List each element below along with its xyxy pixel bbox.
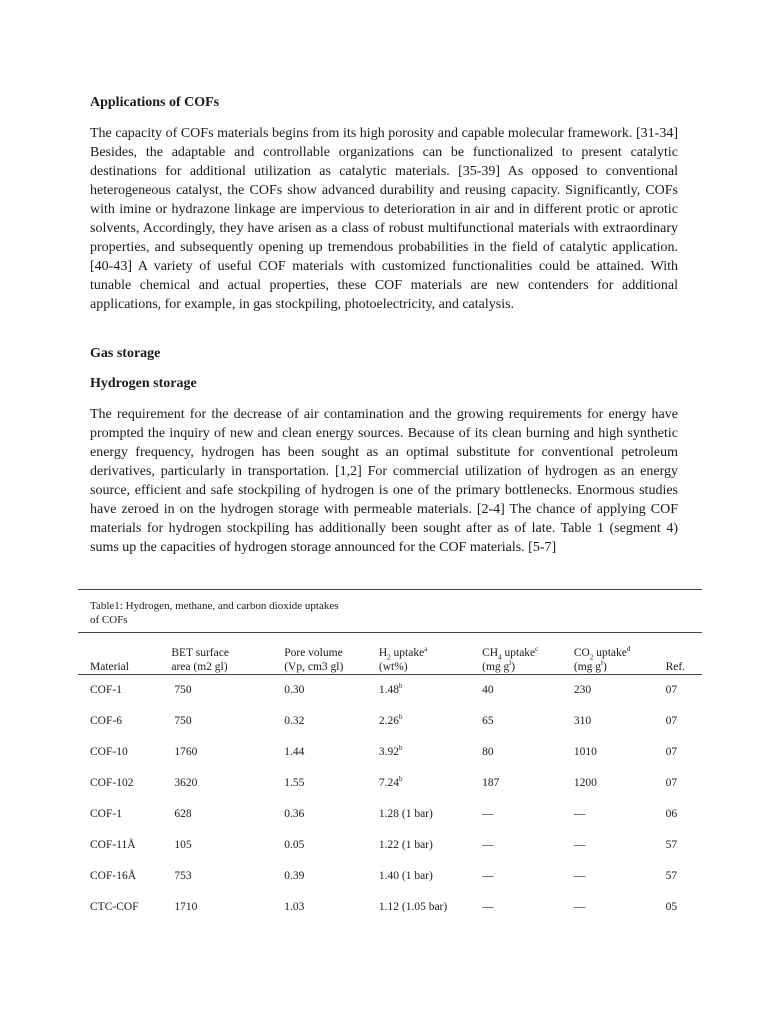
header-bet-surface: BET surface area (m2 gl) xyxy=(171,646,229,673)
cell-co2: 310 xyxy=(573,714,592,727)
table-row xyxy=(78,736,702,767)
cell-ch4: 187 xyxy=(482,776,500,789)
cell-co2: — xyxy=(573,838,586,851)
table-top-rule xyxy=(78,589,702,590)
cell-pore: 0.30 xyxy=(284,683,305,696)
cell-co2: 230 xyxy=(573,683,592,696)
cell-bet: 753 xyxy=(174,869,192,882)
cell-material: COF-16Å xyxy=(90,869,137,882)
cell-ref: 07 xyxy=(665,714,678,727)
cell-bet: 750 xyxy=(174,714,192,727)
cell-ref: 06 xyxy=(665,807,678,820)
cell-h2: 3.92$^b$ xyxy=(378,743,403,758)
table-row xyxy=(78,891,702,922)
cell-bet: 1710 xyxy=(174,900,198,913)
cell-material: COF-10 xyxy=(90,745,128,758)
cell-h2: 1.28 (1 bar) xyxy=(378,807,433,820)
cof-uptake-table xyxy=(78,638,702,922)
hydrogen-storage-heading: Hydrogen storage xyxy=(90,376,197,391)
cell-bet: 3620 xyxy=(174,776,198,789)
table-row xyxy=(78,798,702,829)
cell-co2: — xyxy=(573,869,586,882)
header-ref: Ref. xyxy=(665,660,686,673)
table-body xyxy=(78,674,702,922)
cell-pore: 0.36 xyxy=(284,807,305,820)
cell-pore: 1.44 xyxy=(284,745,305,758)
cell-h2: 1.12 (1.05 bar) xyxy=(378,900,448,913)
cell-h2: 7.24$^b$ xyxy=(378,774,403,789)
table-row xyxy=(78,705,702,736)
cell-bet: 628 xyxy=(174,807,192,820)
header-material: Material xyxy=(90,660,129,673)
cell-ref: 07 xyxy=(665,683,678,696)
table-row xyxy=(78,829,702,860)
table-row xyxy=(78,674,702,705)
cell-ch4: — xyxy=(482,900,494,913)
cell-material: COF-1 xyxy=(90,807,122,820)
cell-bet: 1760 xyxy=(174,745,198,758)
header-ch4-uptake: $CH_4$ uptake$^c$ (mg $g^l$) xyxy=(482,644,539,673)
gas-storage-heading: Gas storage xyxy=(90,346,161,361)
cell-co2: — xyxy=(573,900,586,913)
cell-ch4: 40 xyxy=(482,683,494,696)
table-header-row xyxy=(78,638,702,674)
table-header-rule xyxy=(78,632,702,633)
cell-pore: 1.03 xyxy=(284,900,305,913)
cell-material: COF-102 xyxy=(90,776,134,789)
table-row xyxy=(78,860,702,891)
cell-ch4: — xyxy=(482,838,494,851)
cell-ch4: — xyxy=(482,869,494,882)
cell-ref: 05 xyxy=(665,900,678,913)
cell-pore: 0.05 xyxy=(284,838,305,851)
cell-ch4: 80 xyxy=(482,745,494,758)
cell-ref: 07 xyxy=(665,776,678,789)
cell-h2: 1.40 (1 bar) xyxy=(378,869,433,882)
cell-material: COF-11Å xyxy=(90,838,136,851)
applications-paragraph: The capacity of COFs materials begins from its high porosity and capable molecular framework. [31-34] Besides, the adaptable and controllable organizations can be functionalized to present catalytic destinations for additional utilization as catalytic materials. [35-39] As opposed to conventional heterogeneous catalyst, the COFs show advanced durability and reusing capacity. Significantly, COFs with imine or hydrazone linkage are impervious to deterioration in air and in different protic or aprotic solvents, Accordingly, they have arisen as a class of robust multifunctional materials with extraordinary properties, and subsequently opening up tremendous probabilities in the field of catalytic application. [40-43] A variety of useful COF materials with customized functionalities could be attained. With tunable chemical and actual properties, these COF materials are new contenders for additional applications, for example, in gas stockpiling, photoelectricity, and catalysis. xyxy=(90,126,678,312)
hydrogen-paragraph: The requirement for the decrease of air contamination and the growing requirements for energy have prompted the inquiry of new and clean energy sources. Because of its clean burning and high synthetic energy frequency, hydrogen has been sought as an optimal substitute for conventional petroleum derivatives, particularly in transportation. [1,2] For commercial utilization of hydrogen as an energy source, efficient and safe stockpiling of hydrogen is one of the primary bottlenecks. Enormous studies have zeroed in on the hydrogen storage with permeable materials. [2-4] The chance of applying COF materials for hydrogen stockpiling has additionally been sought after as of late. Table 1 (segment 4) sums up the capacities of hydrogen storage announced for the COF materials. [5-7] xyxy=(90,407,678,555)
cell-ch4: — xyxy=(482,807,494,820)
cell-pore: 0.39 xyxy=(284,869,305,882)
cell-co2: — xyxy=(573,807,586,820)
cell-ref: 57 xyxy=(665,869,678,882)
cell-material: COF-6 xyxy=(90,714,122,727)
cell-material: CTC-COF xyxy=(90,900,139,913)
cell-h2: 2.26$^b$ xyxy=(378,712,403,727)
cell-ref: 57 xyxy=(665,838,678,851)
cell-h2: 1.48$^b$ xyxy=(378,681,403,696)
cell-pore: 0.32 xyxy=(284,714,305,727)
table-caption-line1: Table1: Hydrogen, methane, and carbon dioxide uptakes xyxy=(90,600,339,612)
cell-bet: 105 xyxy=(174,838,192,851)
header-pore-volume: Pore volume (Vp, cm3 gl) xyxy=(284,646,344,673)
header-h2-uptake: $H_2$ uptake$^a$ (wt%) xyxy=(378,644,428,673)
cell-ref: 07 xyxy=(665,745,678,758)
cell-co2: 1200 xyxy=(573,776,597,789)
cell-pore: 1.55 xyxy=(284,776,305,789)
table-caption xyxy=(90,599,390,627)
header-co2-uptake: $CO_2$ uptake$^d$ (mg $g^l$) xyxy=(573,644,631,673)
cell-ch4: 65 xyxy=(482,714,494,727)
cell-co2: 1010 xyxy=(573,745,597,758)
cell-material: COF-1 xyxy=(90,683,122,696)
table-caption-line2: of COFs xyxy=(90,614,128,626)
cell-bet: 750 xyxy=(174,683,192,696)
table-row xyxy=(78,767,702,798)
applications-heading: Applications of COFs xyxy=(90,95,220,110)
cell-h2: 1.22 (1 bar) xyxy=(378,838,433,851)
